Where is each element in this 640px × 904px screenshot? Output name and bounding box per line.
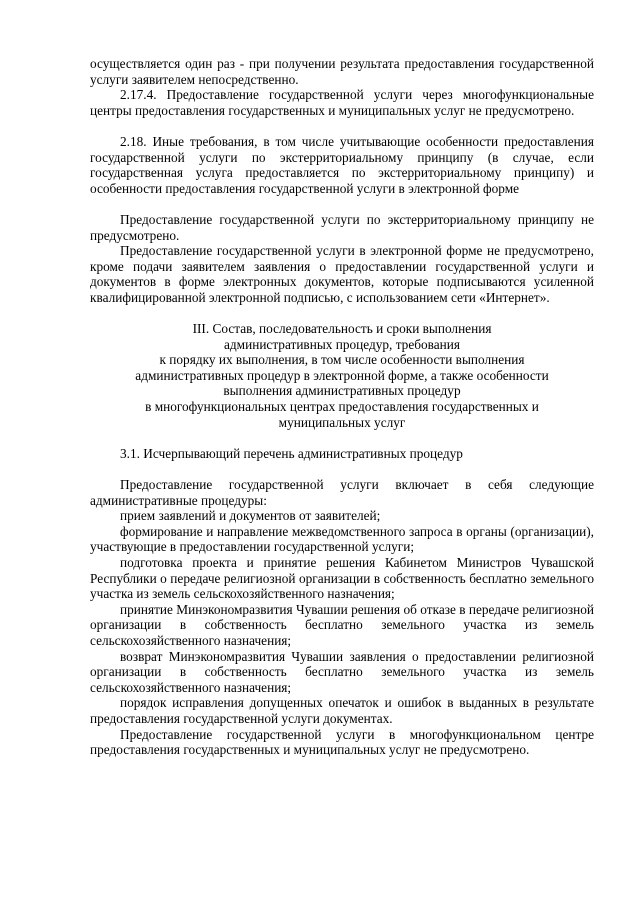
procedure-item: прием заявлений и документов от заявителей; (120, 508, 381, 524)
section-3-1-title: 3.1. Исчерпывающий перечень административных процедур (120, 445, 463, 461)
heading-line: административных процедур, требования (224, 336, 460, 352)
spacer (90, 306, 594, 322)
heading-line: III. Состав, последовательность и сроки выполнения (192, 321, 492, 337)
procedure-item: подготовка проекта и принятие решения Кабинетом Министров Чувашской Республики о передаче религиозной организации в собственность бесплатно земельного участка из земель сельскохозяйственного назначения; (90, 555, 594, 602)
procedure-item: принятие Минэкономразвития Чувашии решения об отказе в передаче религиозной организации в собственность бесплатно земельного участка из земель сельскохозяйственного назначения; (90, 601, 594, 648)
procedure-item: порядок исправления допущенных опечаток и ошибок в выданных в результате предоставления государственной услуги документах. (90, 695, 594, 726)
section-3-heading (90, 321, 594, 430)
heading-line: административных процедур в электронной форме, а также особенности (135, 367, 549, 383)
heading-line: муниципальных услуг (278, 414, 406, 430)
paragraph-2-17-4: 2.17.4. Предоставление государственной услуги через многофункциональные центры предоставления государственных и муниципальных услуг не предусмотрено. (90, 87, 594, 118)
procedure-item: формирование и направление межведомственного запроса в органы (организации), участвующие в предоставлении государственной услуги; (90, 523, 594, 555)
heading-line: к порядку их выполнения, в том числе особенности выполнения (159, 352, 525, 368)
heading-line: выполнения административных процедур (223, 383, 461, 399)
section-3-1-intro: Предоставление государственной услуги включает в себя следующие административные процедуры: (90, 477, 594, 508)
spacer (90, 430, 594, 446)
procedure-item: возврат Минэкономразвития Чувашии заявления о предоставлении религиозной организации в собственность бесплатно земельного участка из земель сельскохозяйственного назначения; (90, 648, 594, 695)
section-3-1-closing: Предоставление государственной услуги в многофункциональном центре предоставления государственных и муниципальных услуг не предусмотрено. (90, 726, 594, 758)
section-2-18-title: 2.18. Иные требования, в том числе учитывающие особенности предоставления государственной услуги по экстерриториальному принципу (в случае, если государственная услуга предоставляется по экстерриториальному принципу) и особенности предоставления государственной услуги в электронной форме (90, 133, 594, 196)
spacer (90, 118, 594, 134)
section-2-18-paragraph-2: Предоставление государственной услуги в электронной форме не предусмотрено, кроме подачи заявителем заявления о предоставлении государственной услуги и документов в форме электронных документов, которые подписываются усиленной квалифицированной электронной подписью, с использованием сети «Интернет». (90, 243, 594, 305)
spacer (90, 196, 594, 212)
heading-line: в многофункциональных центрах предоставления государственных и (145, 399, 539, 415)
paragraph-continuation: осуществляется один раз - при получении результата предоставления государственной услуги заявителем непосредственно. (90, 56, 594, 87)
section-2-18-paragraph-1: Предоставление государственной услуги по экстерриториальному принципу не предусмотрено. (90, 211, 594, 243)
document-body (90, 56, 594, 758)
spacer (90, 461, 594, 477)
